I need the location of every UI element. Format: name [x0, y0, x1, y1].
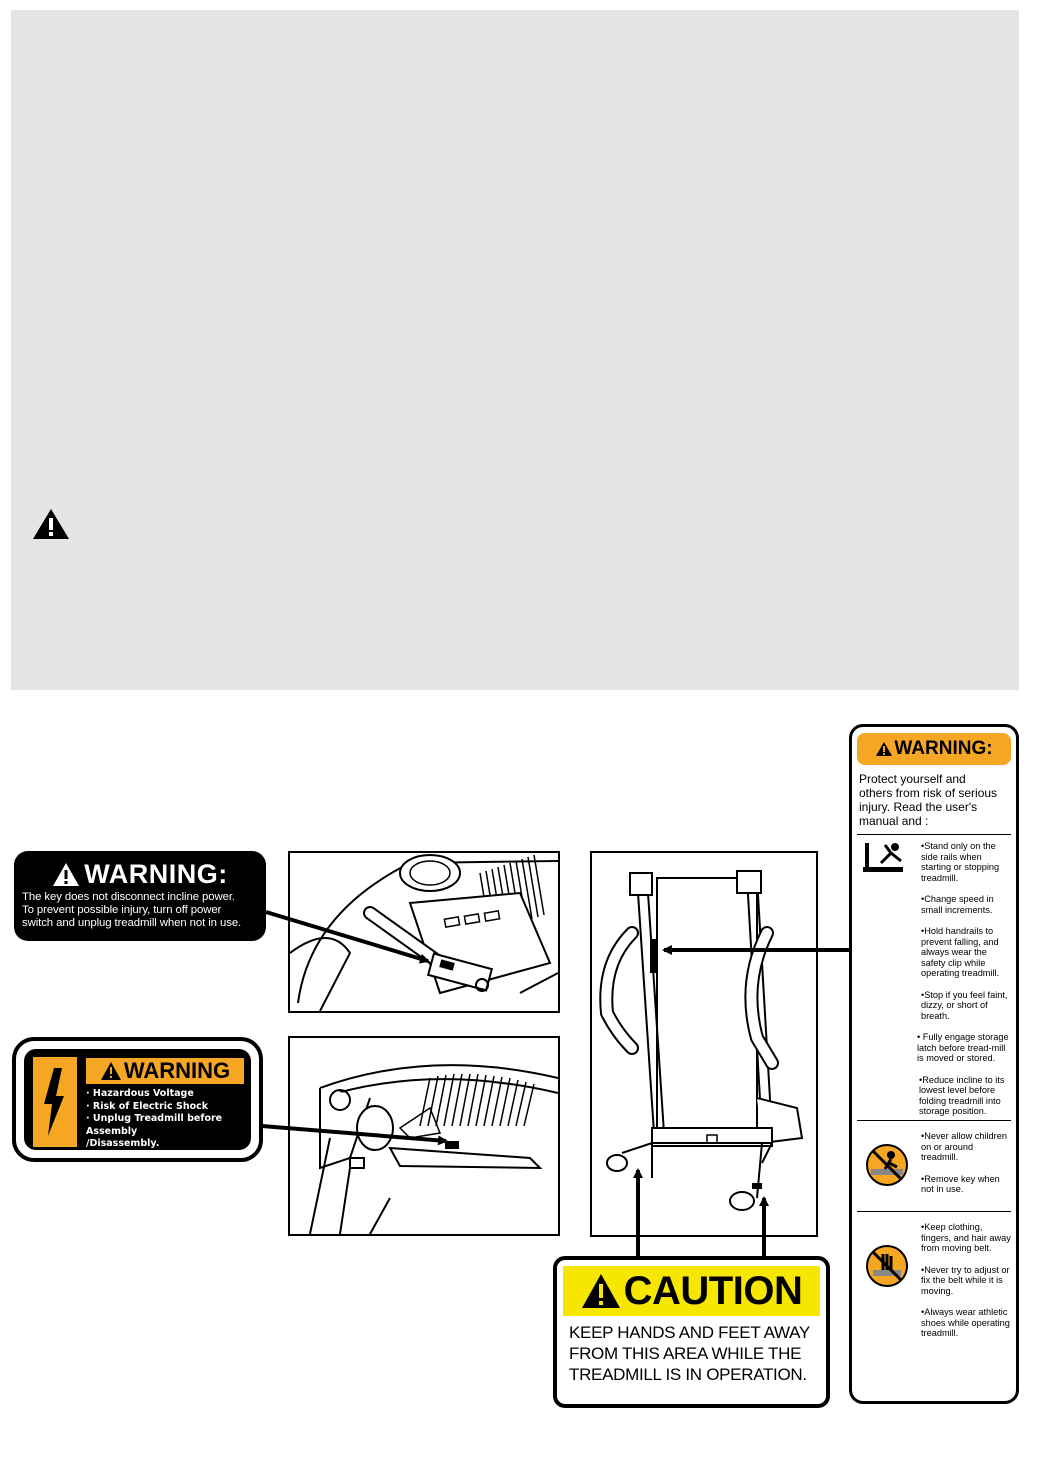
safety-item: •Never try to adjust or fix the belt while it is moving. [921, 1264, 1010, 1296]
voltage-warning-item: · Hazardous Voltage [86, 1088, 194, 1099]
safety-item: •Remove key when not in use. [921, 1173, 1000, 1194]
caution-title: CAUTION [623, 1268, 803, 1313]
safety-item: •Stop if you feel faint, dizzy, or short of breath. [921, 989, 1008, 1021]
safety-item: •Always wear athletic shoes while operating treadmill. [921, 1307, 1010, 1338]
caution-line3: TREADMILL IS IN OPERATION. [569, 1365, 807, 1384]
safety-item: •Keep clothing, fingers, and hair away from moving belt. [921, 1222, 1011, 1253]
voltage-warning-item: · Unplug Treadmill before Assembly [86, 1113, 223, 1137]
safety-item: •Hold handrails to prevent falling, and always wear the safety clip while operating treadmill. [921, 926, 1000, 978]
voltage-warning-item: /Disassembly. [86, 1138, 160, 1149]
arrow-key-label [266, 912, 428, 961]
intro-line: Protect yourself and [859, 772, 966, 786]
key-warning-title: WARNING: [84, 859, 228, 889]
caution-line2: FROM THIS AREA WHILE THE [569, 1344, 802, 1363]
caution-line1: KEEP HANDS AND FEET AWAY [569, 1323, 810, 1342]
key-warning-line3: switch and unplug treadmill when not in use. [22, 917, 242, 929]
voltage-warning-item: · Risk of Electric Shock [86, 1100, 209, 1112]
safety-item: • Fully engage storage latch before tread-mill is moved or stored. [917, 1032, 1009, 1063]
safety-item: •Stand only on the side rails when starting or stopping treadmill. [921, 841, 1000, 883]
safety-item: •Never allow children on or around treadmill. [921, 1131, 1007, 1162]
key-warning-line2: To prevent possible injury, turn off power [22, 904, 222, 916]
arrow-voltage-label [262, 1126, 446, 1141]
intro-line: others from risk of serious [859, 786, 998, 800]
safety-item: •Reduce incline to its lowest level before folding treadmill into storage position. [919, 1074, 1005, 1116]
voltage-warning-title: WARNING [123, 1058, 231, 1083]
intro-line: manual and : [859, 814, 929, 828]
safety-item: •Change speed in small increments. [921, 894, 994, 915]
intro-line: injury. Read the user's [859, 800, 978, 814]
safety-warning-title: WARNING: [894, 738, 993, 759]
key-warning-line1: The key does not disconnect incline power. [22, 891, 235, 903]
